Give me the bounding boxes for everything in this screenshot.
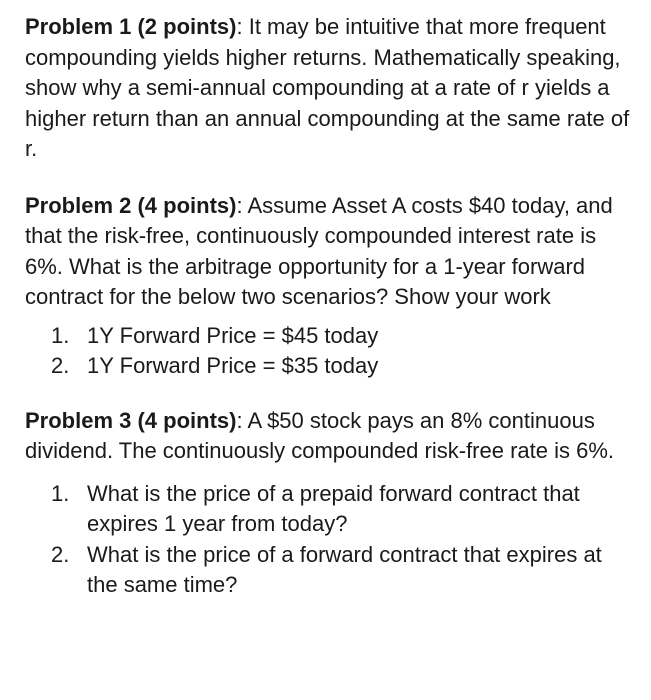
list-item xyxy=(51,540,635,601)
list-item-text: What is the price of a prepaid forward contract that expires 1 year from today? xyxy=(87,480,580,536)
list-item-number: 1. xyxy=(51,480,70,506)
list-item-text: 1Y Forward Price = $35 today xyxy=(87,353,379,378)
list-item-number: 2. xyxy=(51,541,70,567)
problem-1-body: : It may be intuitive that more frequent compounding yields higher returns. Mathematically speaking, show why a semi-annual compounding at a rate of r yields a higher return than an annual compounding at the same rate of r. xyxy=(25,14,630,161)
problem-2-body: : Assume Asset A costs $40 today, and that the risk-free, continuously compounded interest rate is 6%. What is the arbitrage opportunity for a 1-year forward contract for the below two scenarios? Show your work xyxy=(25,192,613,309)
list-item xyxy=(51,479,635,540)
list-item-text: 1Y Forward Price = $45 today xyxy=(87,322,379,348)
list-item-number: 2. xyxy=(51,353,70,378)
list-item-number: 1. xyxy=(51,322,70,348)
problem-2-heading: Problem 2 (4 points) xyxy=(25,192,237,218)
list-item xyxy=(51,351,635,382)
problem-1-heading: Problem 1 (2 points) xyxy=(25,14,237,39)
problem-3-questions-list xyxy=(51,479,635,601)
list-item-text: What is the price of a forward contract that expires at the same time? xyxy=(87,541,602,597)
problem-3-body: : A $50 stock pays an 8% continuous dividend. The continuously compounded risk-free rate is 6%. xyxy=(25,407,615,463)
problem-1 xyxy=(25,12,635,165)
problem-2 xyxy=(25,191,635,313)
list-item xyxy=(51,321,635,352)
problem-3 xyxy=(25,406,635,467)
problem-3-heading: Problem 3 (4 points) xyxy=(25,407,237,433)
problem-2-scenarios-list xyxy=(51,321,635,382)
document-page xyxy=(25,12,635,601)
